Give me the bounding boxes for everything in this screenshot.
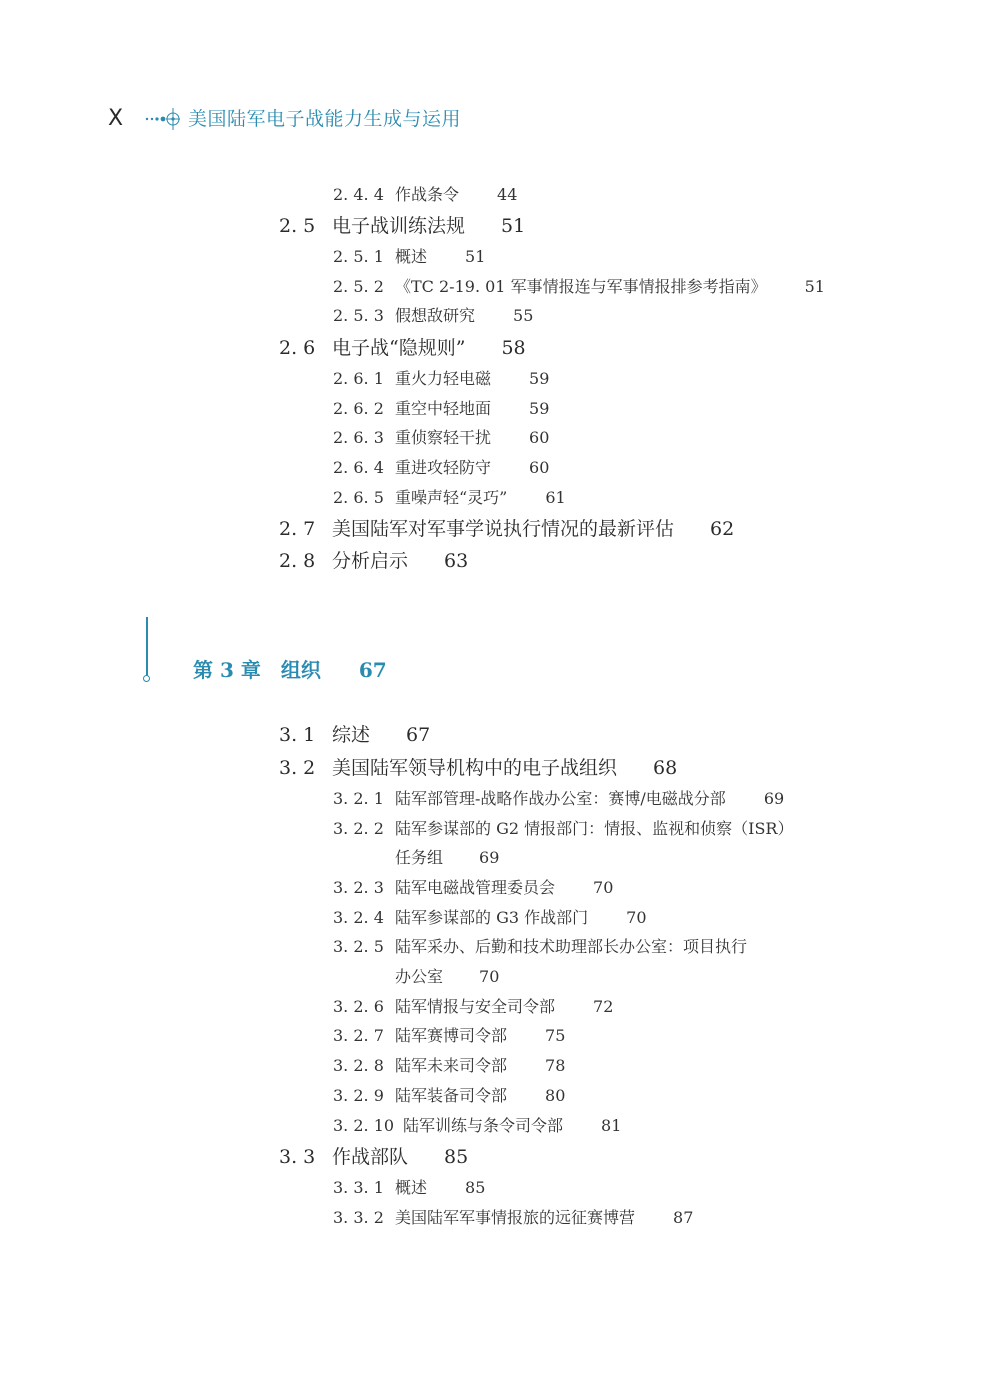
- entry-page: 62: [710, 518, 735, 540]
- entry-number: 2. 6. 1: [333, 369, 384, 388]
- entry-page: 60: [529, 458, 550, 477]
- entry-page: 61: [545, 488, 566, 507]
- entry-page: 51: [804, 277, 825, 296]
- entry-number: 2. 5. 1: [333, 247, 384, 266]
- toc-entry-2-5[interactable]: [279, 217, 525, 236]
- toc-entry-3-2-5[interactable]: [333, 939, 747, 955]
- entry-page: 69: [479, 848, 500, 867]
- entry-number: 3. 1: [279, 724, 316, 746]
- entry-page: 59: [529, 369, 550, 388]
- entry-number: 3. 2. 5: [333, 937, 384, 956]
- entry-page: 67: [406, 724, 431, 746]
- entry-title: 作战部队: [332, 1146, 409, 1168]
- chapter-marker-dot: [143, 675, 150, 682]
- entry-title: 陆军采办、后勤和技术助理部长办公室：项目执行: [395, 937, 748, 956]
- toc-entry-3-2-7[interactable]: [333, 1028, 565, 1044]
- entry-number: 3. 2. 3: [333, 878, 384, 897]
- entry-title: 重进攻轻防守: [395, 458, 492, 477]
- entry-number: 2. 6. 4: [333, 458, 384, 477]
- entry-title: 陆军未来司令部: [395, 1056, 508, 1075]
- entry-page: 85: [465, 1178, 486, 1197]
- entry-title: 陆军装备司令部: [395, 1086, 508, 1105]
- entry-page: 81: [601, 1116, 622, 1135]
- toc-entry-3-2-4[interactable]: [333, 910, 647, 926]
- entry-title: 重噪声轻“灵巧”: [395, 488, 508, 507]
- toc-entry-3-2-1[interactable]: [333, 791, 784, 807]
- entry-page: 44: [497, 185, 518, 204]
- entry-title: 陆军训练与条令司令部: [403, 1116, 564, 1135]
- chapter-page: 67: [358, 658, 387, 682]
- entry-page: 72: [593, 997, 614, 1016]
- entry-title: 美国陆军军事情报旅的远征赛博营: [395, 1208, 636, 1227]
- toc-entry-3-3-1[interactable]: [333, 1180, 485, 1196]
- chapter-heading[interactable]: [193, 660, 387, 680]
- toc-entry-2-6-3[interactable]: [333, 430, 549, 446]
- entry-title: 概述: [395, 1178, 428, 1197]
- entry-number: 2. 5: [279, 215, 316, 237]
- entry-title: 陆军参谋部的 G3 作战部门: [395, 908, 589, 927]
- entry-number: 3. 2: [279, 757, 316, 779]
- entry-title: 重空中轻地面: [395, 399, 492, 418]
- page-number: X: [108, 106, 124, 131]
- entry-number: 2. 7: [279, 518, 316, 540]
- entry-number: 3. 2. 10: [333, 1116, 395, 1135]
- toc-entry-3-1[interactable]: [279, 726, 430, 745]
- entry-title-continuation: 办公室: [395, 967, 444, 986]
- entry-page: 70: [626, 908, 647, 927]
- entry-title: 陆军赛博司令部: [395, 1026, 508, 1045]
- dotted-compass-ornament-icon: [144, 106, 184, 132]
- toc-entry-2-7[interactable]: [279, 520, 734, 539]
- entry-page: 51: [501, 215, 526, 237]
- entry-title: 陆军情报与安全司令部: [395, 997, 556, 1016]
- entry-title: 概述: [395, 247, 428, 266]
- toc-entry-2-4-4[interactable]: [333, 187, 517, 203]
- entry-page: 69: [763, 789, 785, 808]
- entry-title-continuation: 任务组: [395, 848, 444, 867]
- toc-entry-2-5-2[interactable]: [333, 279, 825, 295]
- entry-page: 75: [545, 1026, 566, 1045]
- entry-number: 3. 3. 2: [333, 1208, 384, 1227]
- entry-title: 《TC 2-19. 01 军事情报连与军事情报排参考指南》: [395, 277, 767, 296]
- toc-entry-2-6-5[interactable]: [333, 490, 566, 506]
- entry-number: 2. 8: [279, 550, 316, 572]
- entry-number: 3. 3. 1: [333, 1178, 384, 1197]
- entry-number: 3. 3: [279, 1146, 316, 1168]
- entry-page: 85: [444, 1146, 469, 1168]
- toc-entry-3-3-2[interactable]: [333, 1210, 693, 1226]
- book-title: 美国陆军电子战能力生成与运用: [188, 108, 462, 130]
- toc-entry-3-2-5-continuation[interactable]: [395, 969, 499, 985]
- entry-page: 63: [444, 550, 469, 572]
- entry-title: 陆军电磁战管理委员会: [395, 878, 556, 897]
- toc-entry-2-8[interactable]: [279, 552, 468, 571]
- toc-entry-3-2-2[interactable]: [333, 821, 793, 837]
- entry-page: 70: [593, 878, 614, 897]
- entry-number: 2. 6. 3: [333, 428, 384, 447]
- chapter-label: 第 3 章: [193, 658, 261, 682]
- entry-number: 3. 2. 9: [333, 1086, 384, 1105]
- entry-number: 2. 5. 3: [333, 306, 384, 325]
- entry-title: 假想敌研究: [395, 306, 476, 325]
- entry-title: 电子战训练法规: [332, 215, 466, 237]
- entry-page: 78: [545, 1056, 566, 1075]
- chapter-marker-line: [146, 617, 148, 677]
- entry-title: 陆军部管理-战略作战办公室：赛博/电磁战分部: [395, 789, 726, 808]
- entry-page: 68: [653, 757, 678, 779]
- entry-page: 70: [479, 967, 500, 986]
- entry-number: 3. 2. 2: [333, 819, 384, 838]
- entry-number: 2. 5. 2: [333, 277, 384, 296]
- toc-entry-3-2-3[interactable]: [333, 880, 613, 896]
- toc-entry-3-2-9[interactable]: [333, 1088, 565, 1104]
- toc-entry-3-2[interactable]: [279, 759, 677, 778]
- toc-entry-3-2-6[interactable]: [333, 999, 613, 1015]
- toc-entry-2-6[interactable]: [279, 339, 526, 358]
- toc-entry-2-6-4[interactable]: [333, 460, 549, 476]
- entry-number: 3. 2. 7: [333, 1026, 384, 1045]
- toc-entry-3-2-2-continuation[interactable]: [395, 850, 499, 866]
- entry-number: 3. 2. 8: [333, 1056, 384, 1075]
- entry-page: 80: [545, 1086, 566, 1105]
- toc-entry-2-5-3[interactable]: [333, 308, 533, 324]
- chapter-title: 组织: [280, 658, 321, 682]
- entry-number: 3. 2. 6: [333, 997, 384, 1016]
- entry-page: 87: [673, 1208, 694, 1227]
- entry-page: 51: [465, 247, 486, 266]
- entry-number: 2. 4. 4: [333, 185, 384, 204]
- entry-title: 陆军参谋部的 G2 情报部门：情报、监视和侦察（ISR）: [395, 819, 794, 838]
- entry-page: 55: [513, 306, 534, 325]
- entry-title: 综述: [332, 724, 371, 746]
- toc-entry-3-2-10[interactable]: [333, 1118, 621, 1134]
- toc-entry-2-6-1[interactable]: [333, 371, 549, 387]
- entry-page: 58: [501, 337, 526, 359]
- entry-number: 3. 2. 1: [333, 789, 384, 808]
- entry-number: 2. 6. 2: [333, 399, 384, 418]
- entry-number: 2. 6: [279, 337, 316, 359]
- entry-title: 美国陆军领导机构中的电子战组织: [332, 757, 618, 779]
- toc-entry-2-6-2[interactable]: [333, 401, 549, 417]
- entry-title: 电子战“隐规则”: [332, 337, 466, 359]
- entry-page: 60: [529, 428, 550, 447]
- entry-title: 分析启示: [332, 550, 409, 572]
- entry-number: 3. 2. 4: [333, 908, 384, 927]
- entry-page: 59: [529, 399, 550, 418]
- entry-number: 2. 6. 5: [333, 488, 384, 507]
- entry-title: 作战条令: [395, 185, 460, 204]
- entry-title: 美国陆军对军事学说执行情况的最新评估: [332, 518, 675, 540]
- entry-title: 重火力轻电磁: [395, 369, 492, 388]
- toc-entry-2-5-1[interactable]: [333, 249, 485, 265]
- toc-entry-3-2-8[interactable]: [333, 1058, 565, 1074]
- toc-entry-3-3[interactable]: [279, 1148, 468, 1167]
- entry-title: 重侦察轻干扰: [395, 428, 492, 447]
